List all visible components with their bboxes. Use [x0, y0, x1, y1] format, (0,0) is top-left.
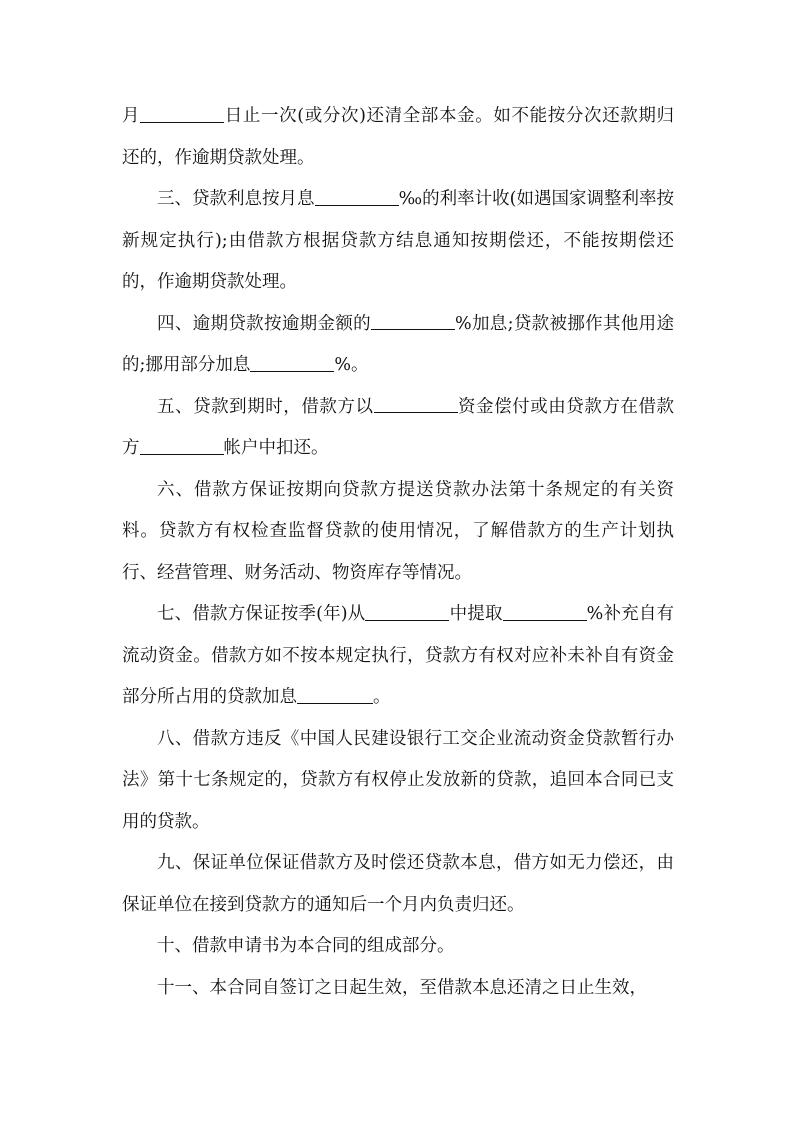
text: 。	[373, 687, 391, 707]
clause-7-working-capital	[122, 594, 674, 719]
clause-10-application	[122, 926, 674, 968]
text: 七、借款方保证按季(年)从	[157, 604, 366, 624]
text: 六、借款方保证按期向贷款方提送贷款办法第十条规定的有关资料。贷款方有权检查监督贷款的使用情况，了解借款方的生产计划执行、经营管理、财务活动、物资库存等情况。	[122, 479, 674, 583]
blank-line	[297, 684, 373, 703]
clause-11-effective	[122, 968, 674, 1010]
blank-line	[374, 394, 458, 413]
clause-4-overdue	[122, 304, 674, 387]
text: 十一、本合同自签订之日起生效，至借款本息还清之日止生效，	[157, 977, 647, 998]
blank-line	[503, 601, 587, 620]
blank-line	[365, 601, 449, 620]
text: 九、保证单位保证借款方及时偿还贷款本息，借方如无力偿还，由保证单位在接到贷款方的通知后一个月内负责归还。	[122, 853, 674, 915]
text: 三、贷款利息按月息	[157, 189, 315, 209]
clause-9-guarantee	[122, 843, 674, 926]
text: %加息;贷款被挪作其他用途的;挪用部分加息	[122, 313, 674, 375]
blank-line	[315, 186, 399, 205]
text: %补充自有流动资金。借款方如不按本规定执行，贷款方有权对应补未补自有资金部分所占用的贷款加息	[122, 604, 675, 707]
clause-5-maturity	[122, 387, 674, 470]
text: 五、贷款到期时，借款方以	[157, 396, 374, 417]
paragraph-repayment-continued	[122, 96, 674, 179]
text: 资金偿付或由贷款方在借款方	[122, 396, 674, 458]
text: 十、借款申请书为本合同的组成部分。	[157, 936, 455, 956]
text: 中提取	[449, 604, 503, 624]
text: %。	[334, 355, 369, 375]
blank-line	[140, 435, 224, 454]
text: 四、逾期贷款按逾期金额的	[157, 313, 371, 334]
document-page	[122, 96, 674, 1009]
text: 日止一次(或分次)还清全部本金。如不能按分次还款期归还的，作逾期贷款处理。	[122, 106, 674, 168]
text: 八、借款方违反《中国人民建设银行工交企业流动资金贷款暂行办法》第十七条规定的，贷款方有权停止发放新的贷款，追回本合同已支用的贷款。	[122, 728, 674, 832]
blank-line	[140, 103, 224, 122]
clause-8-violation	[122, 719, 674, 844]
clause-6-documents	[122, 470, 674, 595]
blank-line	[250, 352, 334, 371]
clause-3-interest	[122, 179, 674, 304]
text: 帐户中扣还。	[223, 438, 329, 458]
text: ‰的利率计收(如遇国家调整利率按新规定执行);由借款方根据贷款方结息通知按期偿还，不能按期偿还的，作逾期贷款处理。	[122, 189, 675, 292]
text: 月	[122, 106, 141, 126]
blank-line	[371, 311, 455, 330]
